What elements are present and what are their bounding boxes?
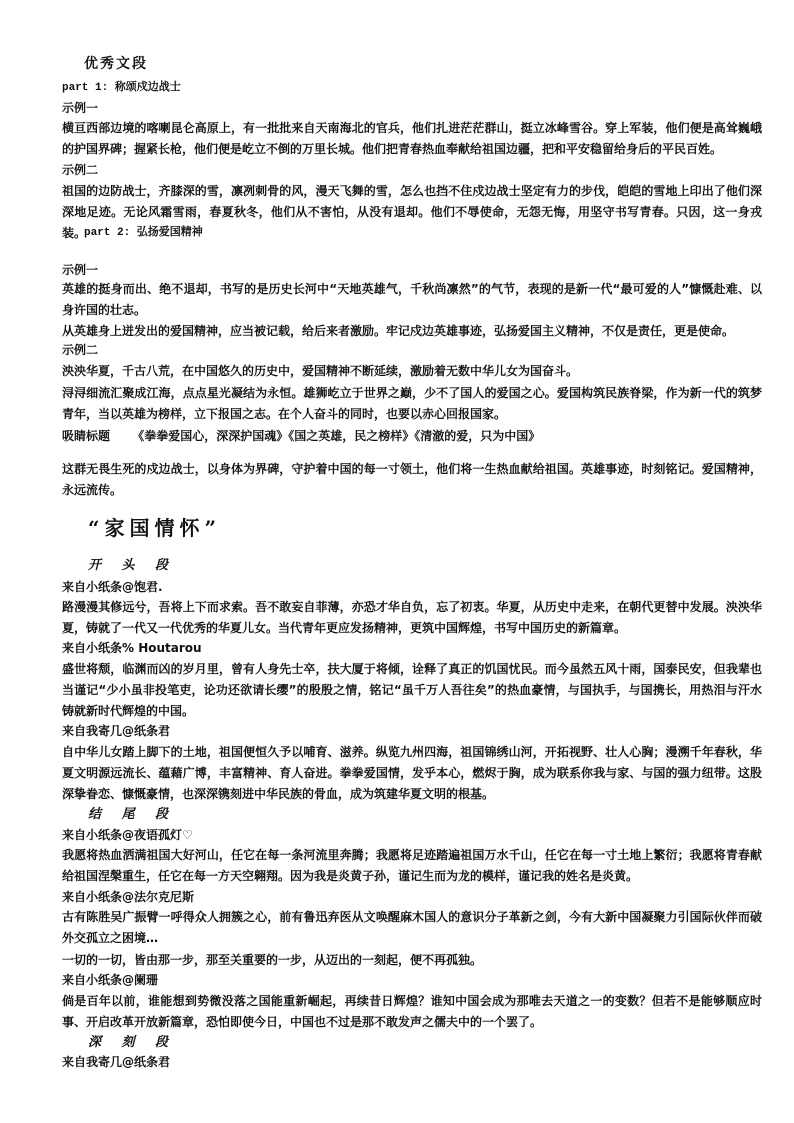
paragraph: 一切的一切，皆由那一步，那至关重要的一步，从迈出的一刻起，便不再孤独。 bbox=[62, 953, 483, 967]
source-line: 来自小纸条@法尔克尼斯 bbox=[62, 890, 195, 904]
paragraph: 泱泱华夏，千古八荒，在中国悠久的历史中，爱国精神不断延续，激励着无数中华儿女为国奋斗。 bbox=[62, 364, 579, 378]
example-label: 示例二 bbox=[62, 343, 99, 357]
source-line: 来自小纸条% Houtarou bbox=[62, 641, 202, 655]
paragraph: 浔浔细流汇聚成江海，点点星光凝结为永恒。雄狮屹立于世界之巅，少不了国人的爱国之心。爱国构筑民族脊梁，作为新一代的筑梦青年，当以英雄为榜样，立下报国之志。在个人奋斗的同时，也要以赤心回报国家。 bbox=[62, 386, 762, 421]
paragraph: 我愿将热血洒满祖国大好河山，任它在每一条河流里奔腾；我愿将足迹踏遍祖国万水千山，任它在每一寸土地上繁衍；我愿将青春献给祖国涅槃重生，任它在每一方天空翱翔。因为我是炎黄子孙，谨记生而为龙的模样，谨记我的姓名是炎黄。 bbox=[62, 848, 762, 883]
title-suggestions bbox=[62, 428, 540, 444]
paragraph: 盛世将颓，临渊而凶的岁月里，曾有人身先士卒，扶大厦于将倾，诠释了真正的饥国忧民。而今虽然五风十雨，国泰民安，但我辈也当谨记“少小虽非投笔吏，论功还欲请长缨”的殷殷之情，铭记“虽千万人吾往矣”的热血豪情，与国执手，与国携长，用热泪与汗水铸就新时代辉煌的中国。 bbox=[62, 662, 762, 718]
paragraph: 祖国的边防战士，齐膝深的雪，凛冽刺骨的风，漫天飞舞的雪，怎么也挡不住戍边战士坚定有力的步伐，皑皑的雪地上印出了他们深深地足迹。无论风霜雪雨，春夏秋冬，他们从不害怕，从没有退却。他们不辱使命，无怨无悔，用坚守书写青春。只因，这一身戎装。 bbox=[62, 184, 762, 240]
closing-paragraph: 这群无畏生死的戍边战士，以身体为界碑，守护着中国的每一寸领土，他们将一生热血献给祖国。英雄事迹，时刻铭记。爱国精神，永远流传。 bbox=[62, 462, 762, 497]
subheading-opening: 开 头 段 bbox=[88, 558, 177, 573]
paragraph: 自中华儿女踏上脚下的土地，祖国便恒久予以哺育、滋养。纵览九州四海，祖国锦绣山河，开拓视野、壮人心胸；漫溯千年春秋，华夏文明源远流长、蕴藉广博，丰富精神、育人奋进。拳拳爱国情，发乎本心，燃烬于胸，成为联系你我与家、与国的强力纽带。这股深挚眷恋、慷慨豪情，也深深镌刻进中华民族的骨血，成为筑建华夏文明的根基。 bbox=[62, 745, 762, 801]
example-label: 示例一 bbox=[62, 263, 99, 277]
paragraph: 英雄的挺身而出、绝不退却，书写的是历史长河中“天地英雄气，千秋尚凛然”的气节，表现的是新一代“最可爱的人”慷慨赴难、以身许国的壮志。 bbox=[62, 282, 762, 317]
paragraph: 从英雄身上迸发出的爱国精神，应当被记载，给后来者激励。牢记戍边英雄事迹，弘扬爱国主义精神，不仅是责任，更是使命。 bbox=[62, 324, 735, 338]
source-line: 来自我寄几@纸条君 bbox=[62, 724, 171, 738]
title-list: 《拳拳爱国心，深深护国魂》《国之英雄，民之榜样》《清澈的爱，只为中国》 bbox=[132, 429, 541, 443]
paragraph: 倘是百年以前，谁能想到势微没落之国能重新崛起，再续昔日辉煌？谁知中国会成为那唯去天道之一的变数？但若不是能够顺应时事、开启改革开放新篇章，恐怕即使今日，中国也不过是那不敢发声之儒夫中的一个罢了。 bbox=[62, 994, 762, 1029]
part-2-label: part 2: 弘扬爱国精神 bbox=[84, 227, 203, 239]
source-line: 来自小纸条@阑珊 bbox=[62, 973, 159, 987]
section-heading-excellent: 优秀文段 bbox=[84, 56, 148, 72]
source-line: 来自我寄几@纸条君 bbox=[62, 1055, 171, 1069]
source-line: 来自小纸条@饱君. bbox=[62, 580, 163, 594]
part-1-label: part 1: 称颂戍边战士 bbox=[62, 82, 181, 94]
example-label: 示例二 bbox=[62, 163, 99, 177]
example-label: 示例一 bbox=[62, 101, 99, 115]
subheading-ending: 结 尾 段 bbox=[88, 807, 177, 822]
section-heading-family-country: “家国情怀” bbox=[88, 516, 222, 540]
paragraph: 横亘西部边境的喀喇昆仑高原上，有一批批来自天南海北的官兵，他们扎进茫茫群山，挺立冰峰雪谷。穿上军装，他们便是高耸巍峨的护国界碑；握紧长枪，他们便是屹立不倒的万里长城。他们把青春热血奉献给祖国边疆，把和平安稳留给身后的平民百姓。 bbox=[62, 121, 762, 156]
paragraph: 路漫漫其修远兮，吾将上下而求索。吾不敢妄自菲薄，亦恐才华自负，忘了初衷。华夏，从历史中走来，在朝代更替中发展。泱泱华夏，铸就了一代又一代优秀的华夏儿女。当代青年更应发扬精神，更筑中国辉煌，书写中国历史的新篇章。 bbox=[62, 600, 762, 635]
paragraph: 古有陈胜吴广振臂一呼得众人拥簇之心，前有鲁迅弃医从文唤醒麻木国人的意识分子革新之剑，今有大新中国凝聚力引国际伙伴而破外交孤立之困境… bbox=[62, 910, 762, 945]
source-line: 来自小纸条@夜语孤灯♡ bbox=[62, 828, 193, 842]
title-label: 吸睛标题 bbox=[62, 429, 111, 443]
subheading-deep: 深 刻 段 bbox=[88, 1035, 177, 1050]
